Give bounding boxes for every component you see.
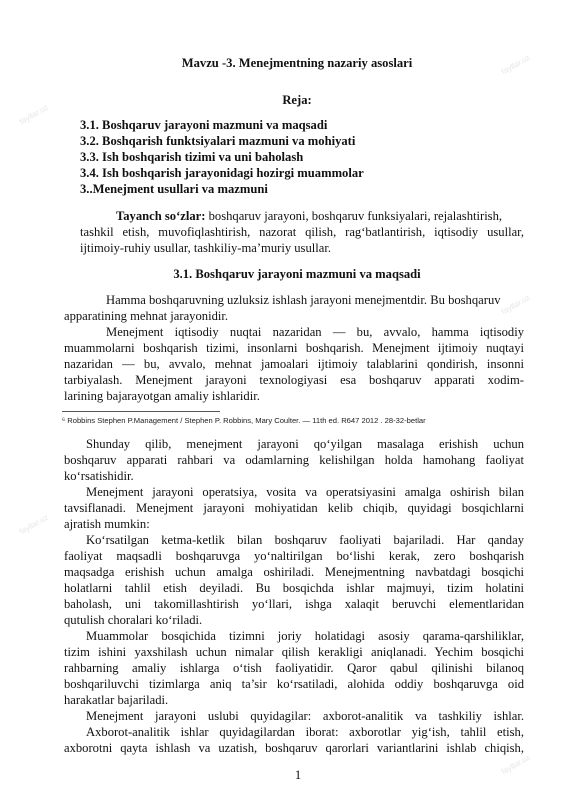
paragraph-line: Shunday qilib, menejment jarayoni qo‘yilgan masalaga erishish uchun: [86, 437, 524, 451]
paragraph-line: harakatlar bajariladi.: [64, 693, 169, 707]
plan-item: 3.3. Ish boshqarish tizimi va uni baholash: [80, 150, 304, 164]
paragraph-line: muammolarni boshqarish tizimi, insonlarni boshqarish. Menejment ijtimoiy nuqtayi: [64, 341, 524, 355]
paragraph-line: holatlarni tahlil etish deyiladi. Bu bosqichda ishlar majmuyi, tizim holatini: [64, 581, 524, 595]
paragraph-line: baholash, uni takomillashtirish yo‘llari, ishga xalaqit beruvchi elementlaridan: [64, 597, 524, 611]
plan-item: 3.1. Boshqaruv jarayoni mazmuni va maqsadi: [80, 118, 328, 132]
paragraph-line: apparatining mehnat jarayonidir.: [64, 309, 229, 323]
paragraph-line: boshqariluvchi tizimlarga aniq ta’sir ko‘rsatiladi, alohida oddiy boshqaruvga oid: [64, 677, 524, 691]
paragraph-line: ajratish mumkin:: [64, 517, 150, 531]
plan-item: 3.2. Boshqarish funktsiyalari mazmuni va mohiyati: [80, 134, 356, 148]
paragraph-line: Menejment iqtisodiy nuqtai nazaridan — bu, avvalo, hamma iqtisodiy: [106, 325, 524, 339]
plan-item: 3.4. Ish boshqarish jarayonidagi hozirgi muammolar: [80, 166, 364, 180]
paragraph-line: faoliyat maqsadli boshqaruvga yo‘naltirilgan bo‘lishi kerak, zero boshqarish: [64, 549, 524, 563]
keywords-text: boshqaruv jarayoni, boshqaruv funksiyalari, rejalashtirish,: [205, 209, 503, 223]
paragraph-line: Muammolar bosqichida tizimni joriy holatidagi asosiy qarama-qarshiliklar,: [86, 629, 524, 643]
section-heading: 3.1. Boshqaruv jarayoni mazmuni va maqsadi: [173, 267, 421, 281]
paragraph-line: tarbiyalash. Menejment jarayoni texnologiyasi esa boshqaruv apparati xodim-: [64, 373, 524, 387]
paragraph-line: qutulish choralari ko‘riladi.: [64, 613, 203, 627]
paragraph-line: larining bajarayotgan amaliy ishlaridir.: [64, 389, 260, 403]
footnote-rule: [62, 411, 220, 412]
paragraph-line: tavsiflanadi. Menejment jarayoni mohiyatidan kelib chiqib, quyidagi bosqichlarni: [64, 501, 524, 515]
watermark: fayllar.uz: [499, 292, 532, 317]
paragraph-line: Axborot-analitik ishlar quyidagilardan iborat: axborotlar yig‘ish, tahlil etish,: [86, 725, 524, 739]
paragraph-line: tizim ishini yaxshilash uchun nimalar qilish kerakligi aniqlanadi. Yechim bosqichi: [64, 645, 524, 659]
watermark: fayllar.uz: [499, 52, 532, 77]
keywords-line-2: tashkil etish, muvofiqlashtirish, nazorat qilish, rag‘batlantirish, iqtisodiy usullar,: [80, 225, 524, 239]
paragraph-line: Menejment jarayoni operatsiya, vosita va operatsiyasini amalga oshirish bilan: [86, 485, 524, 499]
paragraph-line: axborotni qayta ishlash va uzatish, boshqaruv qarorlari variantlarini ishlab chiqish,: [64, 741, 524, 755]
watermark: fayllar.uz: [17, 512, 50, 537]
footnote: ⁶ Robbins Stephen P.Management / Stephen P. Robbins, Mary Coulter. — 11th ed. R647 2012 . 28-32-betlar: [62, 416, 426, 425]
paragraph-line: nazaridan — bu, avvalo, mehnat jamoalari ijtimoiy talablarini qondirish, insonni: [64, 357, 524, 371]
document-title: Mavzu -3. Menejmentning nazariy asoslari: [181, 56, 413, 70]
paragraph-line: rahbarning amaliy ishlarga o‘tish faoliyatidir. Qaror qabul qilinishi bilanoq: [64, 661, 524, 675]
paragraph-line: Hamma boshqaruvning uzluksiz ishlash jarayoni menejmentdir. Bu boshqaruv: [106, 293, 501, 307]
keywords-label: Tayanch so‘zlar:: [116, 209, 206, 223]
page-number: 1: [294, 768, 302, 782]
watermark: fayllar.uz: [499, 752, 532, 777]
paragraph-line: ko‘rsatishidir.: [64, 469, 134, 483]
paragraph-line: maqsadga erishish uchun amalga oshiriladi. Menejmentning navbatdagi bosqichi: [64, 565, 524, 579]
plan-heading: Reja:: [282, 93, 312, 107]
paragraph-line: Ko‘rsatilgan ketma-ketlik bilan boshqaruv faoliyati bajariladi. Har qanday: [86, 533, 524, 547]
paragraph-line: Menejment jarayoni uslubi quyidagilar: axborot-analitik va tashkiliy ishlar.: [86, 709, 524, 723]
plan-item: 3..Menejment usullari va mazmuni: [80, 182, 268, 196]
watermark: fayllar.uz: [17, 102, 50, 127]
keywords-line-1: [116, 208, 524, 224]
paragraph-line: boshqaruv apparati rahbari va odamlarning kelishilgan holda hamohang faoliyat: [64, 453, 524, 467]
keywords-line-3: ijtimoiy-ruhiy usullar, tashkiliy-ma’muriy usullar.: [80, 241, 331, 255]
